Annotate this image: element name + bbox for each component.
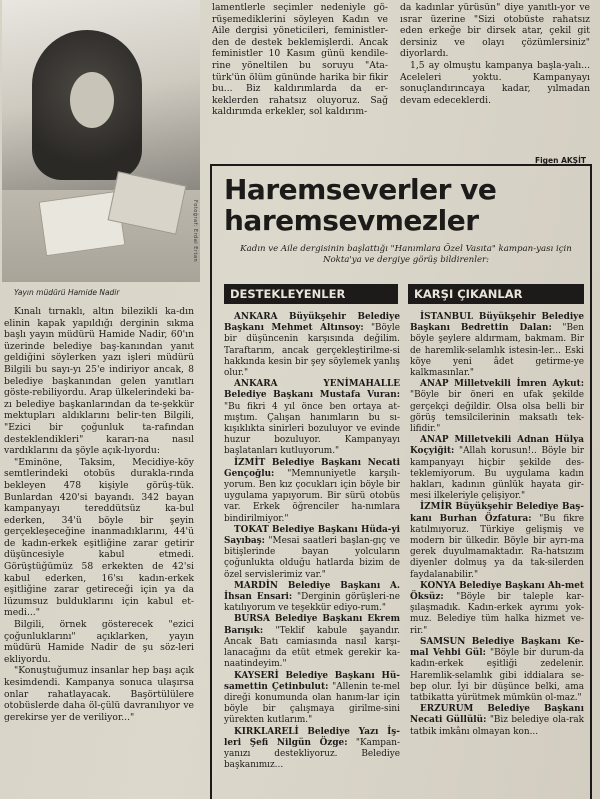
photo-caption: Yayın müdürü Hamide Nadir [14, 288, 120, 297]
statement-entry [224, 581, 400, 615]
statement-speaker: MARDİN Belediye Başkanı A. İhsan Ensari: [224, 580, 400, 603]
article-deck: Kadın ve Aile dergisinin başlattığı "Hanımlara Özel Vasıta" kampan-yası için Nokta'ya ve dergiye görüş bildirenler: [240, 244, 572, 265]
statement-speaker: ERZURUM Belediye Başkanı Necati Güllülü: [410, 704, 584, 726]
top-article-column-2 [400, 2, 590, 106]
statement-entry [224, 614, 400, 670]
statement-speaker: SAMSUN Belediye Başkanı Ke-mal Vehbi Gül: [410, 636, 584, 659]
statement-speaker: İZMİR Büyükşehir Belediye Baş-kanı Burhan Özfatura: [410, 502, 584, 524]
statement-speaker: ANAP Milletvekili Adnan Hülya Koçyiğit: [410, 435, 584, 457]
statement-text: "Mesai saatleri başlan-gıç ve bitişlerinde bayan yolcuların çoğunlukta olduğu hatlarda bizim de özel servislerimiz var." [224, 536, 400, 580]
paragraph: lamentlerle seçimler nedeniyle gö-rüşemediklerini söyleyen Kadın ve Aile dergisi yöneticileri, feministler-den de destek beklemişlerdi. Ancak feministler 10 Kasım günü kendile-rine yöneltilen bu soruyu "Ata-türk'ün ölüm gününde harika bir fikir bu... Biz kaldırımlarda da er-keklerden rahatsız oluyoruz. Sağ kaldırımda erkekler, sol kaldırım- [212, 2, 388, 118]
statement-speaker: KIRKLARELİ Belediye Yazı İş-leri Şefi Nilgün Özge: [224, 726, 400, 748]
paragraph: "Eminöne, Taksim, Mecidiye-köy semtlerindeki otobüs durakla-rında bekleyen 478 kişiyle görüş-tük. Bunlardan 420'si bayandı. 342 bayan kampanyayı tereddütsüz ka-bul ederken, 34'ü böyle bir şeyin gerçekleşeceğine inanmadıklarını, 44'ü de kadın-erkek eşitliğine zarar getirir düşüncesiyle kabul etmedi. Görüştüğümüz 58 erkekten de 42'si kabul ederken, 16'sı kadın-erkek eşitliğine zarar getireceği için ya da lüzumsuz bulduklarını için kabul et-medi..." [4, 456, 194, 619]
supporters-header: DESTEKLEYENLER [224, 284, 398, 304]
statement-speaker: ANAP Milletvekili İmren Aykut: [420, 379, 584, 390]
statement-speaker: TOKAT Belediye Başkanı Hüda-yi Sayıbaş: [224, 524, 400, 547]
statement-entry [224, 312, 400, 379]
headline-line: haremsevmezler [224, 204, 479, 237]
statement-entry [410, 637, 584, 704]
paragraph: "Konuştuğumuz insanlar hep başı açık kesimdendi. Kampanya sonuca ulaşırsa onlar rahatlayacak. Başörtülülere otobüslerde daha öl-çülü davranılıyor ve gerekirse yer de veriliyor..." [4, 665, 194, 723]
statement-text: "Memnuniyetle karşılı-yorum. Ben kız çocukları için böyle bir uygulama yapıyorum. Bir sürü otobüs var. Erkek öğrenciler ha-nımlara bindirilmiyor." [224, 468, 400, 524]
statement-text: "Böyle bir düşüncenin karşısında değilim. Taraftarım, ancak gerçekleştirilme-si hakkında kesin bir şey söylemek yanlış olur." [224, 323, 401, 379]
photo-face [70, 72, 114, 128]
supporters-column [224, 312, 400, 771]
statement-entry [224, 458, 400, 525]
paragraph: Bilgili, örnek gösterecek "ezici çoğunluklarını" açıklarken, yayın müdürü Hamide Nadir de şu söz-leri ekliyordu. [4, 619, 194, 665]
statement-entry [224, 671, 400, 727]
statement-entry [410, 312, 584, 379]
statement-entry [410, 581, 584, 637]
statement-speaker: KONYA Belediye Başkanı Ah-met Öksüz: [410, 580, 584, 603]
statement-speaker: ANKARA Büyükşehir Belediye Başkanı Mehmet Altınsoy: [224, 312, 400, 334]
statement-entry [410, 379, 584, 435]
statement-entry [224, 525, 400, 581]
statement-text: "Böyle bir durum-da kadın-erkek eşitliği zedelenir. Haremlik-selamlık gibi iddialara se-bep olur. İyi bir düşünce belki, ama tatbikatta yürütmek mümkün ol-maz." [410, 648, 584, 703]
statement-text: "Derginin görüşleri-ne katılıyorum ve teşekkür ediyo-rum." [224, 592, 400, 614]
statement-speaker: İSTANBUL Büyükşehir Belediye Başkanı Bedrettin Dalan: [410, 312, 584, 334]
author-signature: Figen AKŞİT [534, 156, 586, 165]
headline-line: Haremseverler ve [224, 173, 497, 206]
paragraph: Kınalı tırnaklı, altın bilezikli ka-dın elinin kapak yapıldığı derginin sıkma başlı yayın müdürü Hamide Nadir, 60'ın üzerinde belediye baş-kanından yanıt geldiğini söylerken yazı işleri müdürü Bilgili bu sayı-yı 25'e indiriyor ancak, 8 belediye başkanından gelen yanıtları göste-rebiliyordu. Arap ülkelerindeki ba-zı belediye başkanlarından da te-şekkür mektupları aldıklarını belir-ten Bilgili, "Ezici bir çoğunluk ta-rafından desteklendikleri" kararı-na nasıl vardıklarını da şöyle açık-lıyordu: [4, 306, 194, 457]
statement-speaker: BURSA Belediye Başkanı Ekrem Barışık: [224, 614, 400, 636]
statement-speaker: ANKARA YENİMAHALLE Belediye Başkanı Mustafa Vuran: [224, 379, 400, 401]
statement-text: "Bu fikri 4 yıl önce ben ortaya at-mıştım. Çalışan hanımların bu sı-kışıklıkta sinirleri bozuluyor ve evinde huzur bozuluyor. Kampanyayı başlatanları kutluyorum." [224, 401, 400, 457]
statement-entry [410, 502, 584, 580]
statement-speaker: KAYSERİ Belediye Başkanı Hü-samettin Çetinbulut: [224, 670, 400, 692]
paragraph: 1,5 ay olmuştu kampanya başla-yalı... Aceleleri yoktu. Kampanyayı sonuçlandırıncaya kadar, yılmadan devam edeceklerdi. [400, 59, 590, 106]
statement-text: "Allenin te-mel direği konumunda olan hanım-lar için böyle bir çalışmaya girilme-sini yürekten kutlarım." [224, 681, 400, 726]
statement-text: "Biz belediye ola-rak tatbik imkânı olmayan kon... [410, 715, 584, 737]
top-article-column-1 [212, 2, 388, 118]
boxed-article [210, 164, 592, 799]
photo-credit: Fotoğraf: Erdal Ertan [192, 200, 198, 263]
statement-text: "Böyle bir öneri en ufak şekilde gerçekçi değildir. Olsa olsa belli bir görüş temsilcilerinin maksatlı tek-lifidir." [410, 390, 584, 435]
statement-entry [224, 727, 400, 772]
statement-text: "Böyle bir taleple kar-şılaşmadık. Kadın-erkek ayrımı yok-muz. Belediye tüm halka hizmet ve-rir." [410, 592, 584, 636]
statement-text: "Kampan-yanızı destekliyoruz. Belediye başkanımız... [224, 737, 400, 771]
paragraph: da kadınlar yürüsün" diye yanıtlı-yor ve ısrar üzerine "Sizi otobüste rahatsız eden erkeğe bir dirsek atar, çekil git dersiniz ve olayı çözümlersiniz" diyorlardı. [400, 2, 590, 60]
statement-speaker: İZMİT Belediye Başkanı Necati Gençoğlu: [224, 457, 400, 479]
article-headline [224, 174, 584, 236]
statement-entry [410, 704, 584, 738]
left-article-column [4, 306, 194, 723]
statement-text: "Bu fikre katılmıyoruz. Türkiye gelişmiş ve modern bir ülkedir. Böyle bir ayrı-ma gerek duyulmamaktadır. Ra-hatsızım diyenler dolmuş ya da tak-silerden faydalanabilir." [410, 513, 584, 580]
editor-photo [2, 0, 200, 282]
statement-entry [410, 435, 584, 502]
statement-text: "Ben böyle şeylere aldırmam, bakmam. Bir de haremlik-selamlık istesin-ler... Eski köye yeni âdet getirme-ye kalkmasınlar." [410, 323, 584, 379]
statement-text: "Allah korusun!.. Böyle bir kampanyayı hiçbir şekilde des-teklemiyorum. Bu uygulama kadın hakları, kadının günlük hayata gir-mesi ilkeleriyle çelişiyor." [410, 446, 584, 502]
statement-text: "Teklif kabule şayandır. Ancak Batı camiasında nasıl karşı-lanacağını da etüt etmek gerekir ka-naatindeyim." [224, 625, 400, 670]
opponents-column [410, 312, 584, 738]
statement-entry [224, 379, 400, 457]
opponents-header: KARŞI ÇIKANLAR [408, 284, 584, 304]
